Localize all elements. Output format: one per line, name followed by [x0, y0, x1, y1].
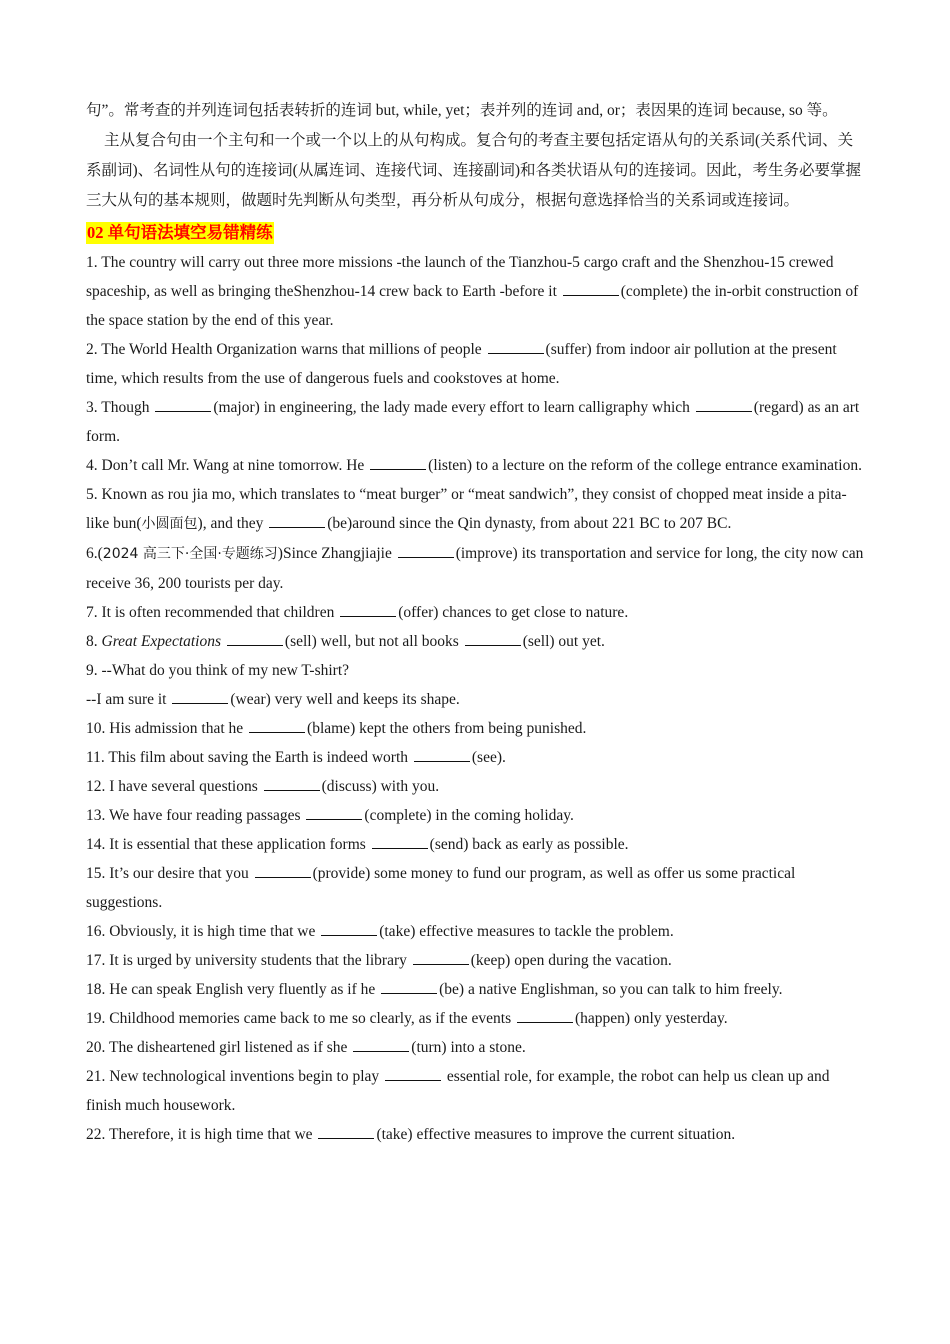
- answer-blank[interactable]: [372, 835, 428, 849]
- question-11: 11. This film about saving the Earth is indeed worth (see).: [86, 749, 506, 766]
- question-7: 7. It is often recommended that children (offer) chances to get close to nature.: [86, 604, 629, 621]
- question-18: 18. He can speak English very fluently as if he (be) a native Englishman, so you can talk to him freely.: [86, 981, 783, 998]
- answer-blank[interactable]: [249, 719, 305, 733]
- question-8: 8. Great Expectations (sell) well, but not all books (sell) out yet.: [86, 633, 605, 650]
- answer-blank[interactable]: [370, 456, 426, 470]
- answer-blank[interactable]: [172, 690, 228, 704]
- question-10: 10. His admission that he (blame) kept the others from being punished.: [86, 720, 587, 737]
- answer-blank[interactable]: [381, 980, 437, 994]
- answer-blank[interactable]: [488, 340, 544, 354]
- answer-blank[interactable]: [269, 514, 325, 528]
- question-21: 21. New technological inventions begin to play essential role, for example, the robot can help us clean up and finish much housework.: [86, 1068, 830, 1114]
- question-20: 20. The disheartened girl listened as if she (turn) into a stone.: [86, 1039, 526, 1056]
- question-13: 13. We have four reading passages (complete) in the coming holiday.: [86, 807, 574, 824]
- answer-blank[interactable]: [321, 922, 377, 936]
- question-list: [86, 248, 866, 1149]
- intro-paragraph-1: 句”。常考查的并列连词包括表转折的连词 but, while, yet；表并列的连词 and, or；表因果的连词 because, so 等。: [86, 102, 838, 119]
- answer-blank[interactable]: [563, 282, 619, 296]
- answer-blank[interactable]: [465, 632, 521, 646]
- answer-blank[interactable]: [227, 632, 283, 646]
- answer-blank[interactable]: [306, 806, 362, 820]
- question-6: 6.(2024 高三下·全国·专题练习)Since Zhangjiajie (improve) its transportation and service for long, the city now can receive 36, 200 tourists per day.: [86, 545, 864, 592]
- question-1: 1. The country will carry out three more missions -the launch of the Tianzhou-5 cargo craft and the Shenzhou-15 crewed spaceship, as well as bringing theShenzhou-14 crew back to Earth -before it (complete) the in-orbit construction of the space station by the end of this year.: [86, 254, 859, 329]
- question-22: 22. Therefore, it is high time that we (take) effective measures to improve the current situation.: [86, 1126, 736, 1143]
- question-3: 3. Though (major) in engineering, the lady made every effort to learn calligraphy which (regard) as an art form.: [86, 399, 860, 445]
- answer-blank[interactable]: [398, 544, 454, 558]
- answer-blank[interactable]: [264, 777, 320, 791]
- answer-blank[interactable]: [414, 748, 470, 762]
- question-15: 15. It’s our desire that you (provide) some money to fund our program, as well as offer us some practical suggestions.: [86, 865, 796, 911]
- answer-blank[interactable]: [413, 951, 469, 965]
- answer-blank[interactable]: [517, 1009, 573, 1023]
- question-9-prompt: 9. --What do you think of my new T-shirt?: [86, 662, 350, 679]
- answer-blank[interactable]: [353, 1038, 409, 1052]
- question-12: 12. I have several questions (discuss) with you.: [86, 778, 440, 795]
- answer-blank[interactable]: [696, 398, 752, 412]
- answer-blank[interactable]: [155, 398, 211, 412]
- question-5: 5. Known as rou jia mo, which translates to “meat burger” or “meat sandwich”, they consist of chopped meat inside a pita-like bun(小圆面包), and they (be)around since the Qin dynasty, from about 221 BC to 207 BC.: [86, 486, 847, 532]
- section-title: 02 单句语法填空易错精练: [87, 223, 273, 242]
- answer-blank[interactable]: [340, 603, 396, 617]
- answer-blank[interactable]: [385, 1067, 441, 1081]
- question-4: 4. Don’t call Mr. Wang at nine tomorrow. He (listen) to a lecture on the reform of the college entrance examination.: [86, 457, 862, 474]
- intro-paragraph-2: 主从复合句由一个主句和一个或一个以上的从句构成。复合句的考查主要包括定语从句的关系词(关系代词、关系副词)、名词性从句的连接词(从属连词、连接代词、连接副词)和各类状语从句的连接词。因此，考生务必要掌握三大从句的基本规则，做题时先判断从句类型，再分析从句成分，根据句意选择恰当的关系词或连接词。: [86, 132, 861, 209]
- book-title: Great Expectations: [101, 633, 222, 650]
- section-heading-row: [86, 216, 866, 248]
- question-16: 16. Obviously, it is high time that we (take) effective measures to tackle the problem.: [86, 923, 674, 940]
- answer-blank[interactable]: [255, 864, 311, 878]
- question-2: 2. The World Health Organization warns that millions of people (suffer) from indoor air pollution at the present time, which results from the use of dangerous fuels and cookstoves at home.: [86, 341, 837, 387]
- page-content: [86, 96, 866, 1149]
- question-9-reply: --I am sure it (wear) very well and keeps its shape.: [86, 691, 460, 708]
- question-14: 14. It is essential that these application forms (send) back as early as possible.: [86, 836, 629, 853]
- answer-blank[interactable]: [318, 1125, 374, 1139]
- question-17: 17. It is urged by university students that the library (keep) open during the vacation.: [86, 952, 672, 969]
- question-19: 19. Childhood memories came back to me so clearly, as if the events (happen) only yesterday.: [86, 1010, 728, 1027]
